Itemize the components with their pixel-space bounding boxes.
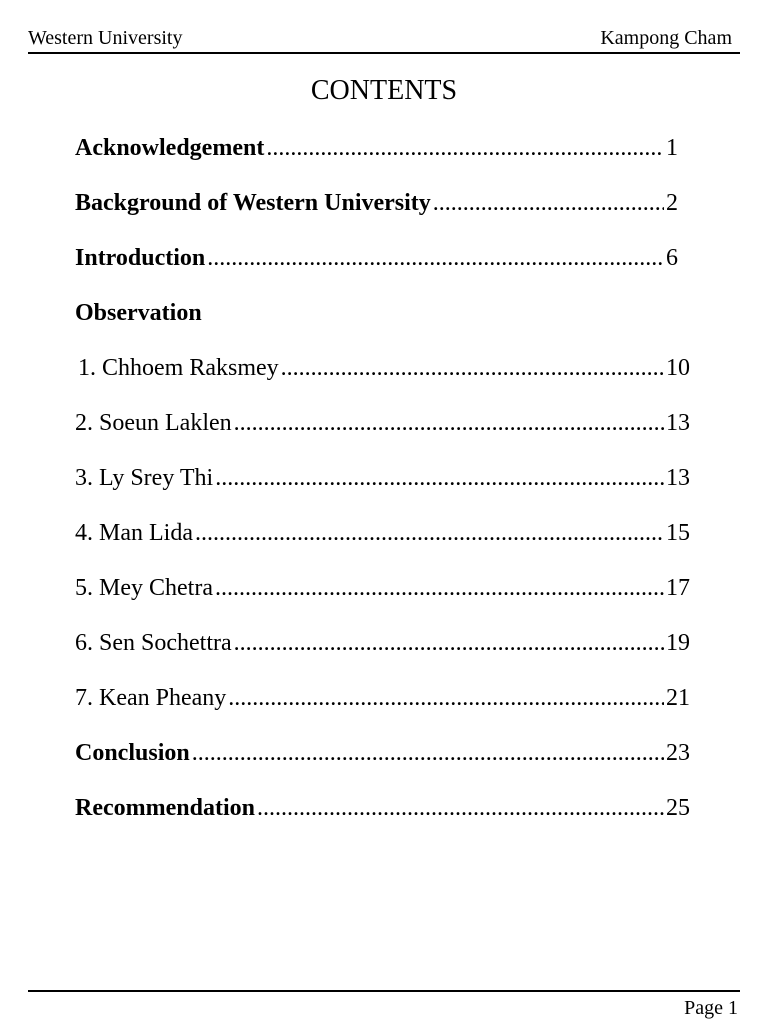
toc-label: Observation — [75, 300, 202, 326]
toc-label: Introduction — [75, 245, 206, 271]
toc-entry-observation-2 — [75, 407, 700, 439]
toc-page-number: 13 — [666, 410, 690, 436]
toc-entry-observation-4 — [75, 517, 700, 549]
toc-page-number: 15 — [666, 520, 690, 546]
header-university: Western University — [28, 27, 183, 49]
toc-page-number: 6 — [666, 245, 678, 271]
page-footer — [28, 990, 740, 1020]
toc-label: Conclusion — [75, 740, 190, 766]
toc-entry-observation-3 — [75, 462, 700, 494]
toc-leader-dots — [228, 682, 664, 714]
toc-entry-observation-6 — [75, 627, 700, 659]
toc-leader-dots — [215, 462, 664, 494]
toc-entry-background — [75, 187, 700, 219]
toc-page-number: 19 — [666, 630, 690, 656]
toc-entry-conclusion — [75, 737, 700, 769]
header-location: Kampong Cham — [600, 27, 732, 49]
toc-entry-recommendation — [75, 792, 700, 824]
toc-entry-observation — [75, 297, 700, 329]
toc-label: 1. Chhoem Raksmey — [78, 355, 279, 381]
toc-leader-dots — [234, 627, 664, 659]
toc-page-number: 1 — [666, 135, 678, 161]
toc-leader-dots — [207, 242, 664, 274]
toc-page-number: 2 — [666, 190, 678, 216]
toc-entry-observation-7 — [75, 682, 700, 714]
toc-label: 3. Ly Srey Thi — [75, 465, 214, 491]
toc-leader-dots — [433, 187, 664, 219]
toc-label: 4. Man Lida — [75, 520, 193, 546]
toc-label: 5. Mey Chetra — [75, 575, 213, 601]
toc-label: Acknowledgement — [75, 135, 265, 161]
toc-label: 7. Kean Pheany — [75, 685, 227, 711]
toc-entry-observation-1 — [78, 352, 700, 384]
toc-leader-dots — [266, 132, 664, 164]
toc-leader-dots — [195, 517, 664, 549]
toc-page-number: 10 — [666, 355, 690, 381]
toc-page-number: 17 — [666, 575, 690, 601]
toc-leader-dots — [215, 572, 664, 604]
toc-label: 2. Soeun Laklen — [75, 410, 232, 436]
toc-label: Background of Western University — [75, 190, 431, 216]
toc-page-number: 21 — [666, 685, 690, 711]
toc-label: 6. Sen Sochettra — [75, 630, 232, 656]
toc-entry-introduction — [75, 242, 700, 274]
toc-entry-acknowledgement — [75, 132, 700, 164]
toc-page-number: 13 — [666, 465, 690, 491]
toc-leader-dots — [281, 352, 664, 384]
toc-page-number: 23 — [666, 740, 690, 766]
toc-leader-dots — [234, 407, 664, 439]
contents-title: CONTENTS — [310, 75, 458, 106]
footer-page-number: Page 1 — [684, 997, 738, 1019]
toc-page-number: 25 — [666, 795, 690, 821]
toc-entry-observation-5 — [75, 572, 700, 604]
toc-label: Recommendation — [75, 795, 255, 821]
toc-leader-dots — [192, 737, 664, 769]
toc-leader-dots — [257, 792, 664, 824]
